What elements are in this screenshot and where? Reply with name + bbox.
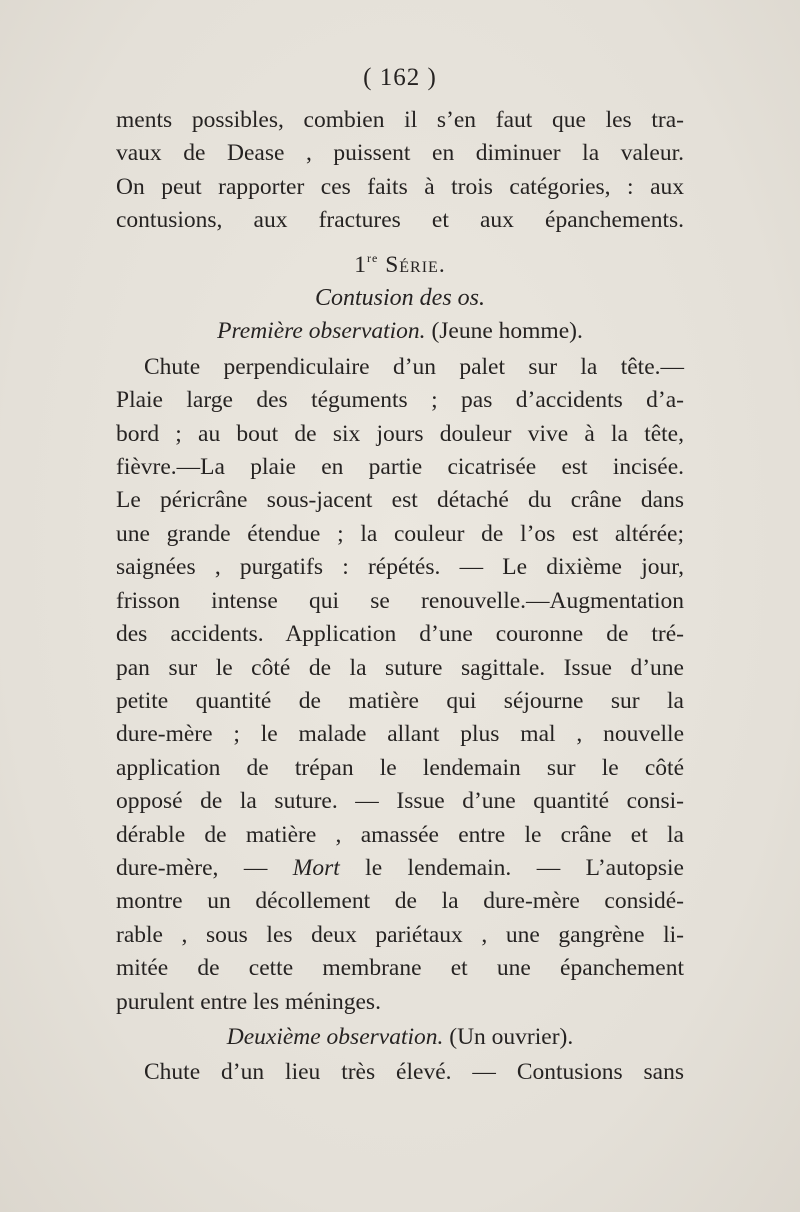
text-line: application de trépan le lendemain sur le côté: [116, 754, 684, 781]
text-line: Le péricrâne sous-jacent est détaché du crâne dans: [116, 487, 684, 514]
text-line: Plaie large des téguments ; pas d’accidents d’a-: [116, 387, 684, 414]
text-line: dure-mère ; le malade allant plus mal , nouvelle: [116, 721, 684, 748]
observation-note: (Un ouvrier).: [449, 1023, 574, 1050]
text-line: mitée de cette membrane et une épanchement: [116, 955, 684, 982]
text-line: frisson intense qui se renouvelle.—Augmentation: [116, 587, 684, 614]
text-fragment: le lendemain. — L’autopsie: [339, 854, 684, 881]
page-body: [116, 104, 684, 1090]
text-fragment: dure-mère, —: [116, 854, 293, 881]
series-heading: [116, 242, 684, 282]
series-number: 1: [354, 251, 368, 278]
text-line: vaux de Dease , puissent en diminuer la valeur.: [116, 140, 684, 167]
text-line: saignées , purgatifs : répétés. — Le dixième jour,: [116, 554, 684, 581]
series-number-suffix: re: [367, 250, 379, 265]
text-line: petite quantité de matière qui séjourne sur la: [116, 687, 684, 714]
text-line: une grande étendue ; la couleur de l’os est altérée;: [116, 520, 684, 547]
text-line: bord ; au bout de six jours douleur vive à la tête,: [116, 420, 684, 447]
text-line: purulent entre les méninges.: [116, 988, 381, 1015]
text-line: dérable de matière , amassée entre le crâne et la: [116, 821, 684, 848]
series-label: Série.: [385, 251, 446, 278]
text-line: fièvre.—La plaie en partie cicatrisée est incisée.: [116, 454, 684, 481]
section-title: Contusion des os.: [314, 285, 485, 312]
observation-heading-2: [116, 1021, 684, 1054]
text-line-mort: [116, 852, 684, 885]
text-line: pan sur le côté de la suture sagittale. Issue d’une: [116, 654, 684, 681]
observation-title: Deuxième observation.: [226, 1023, 444, 1050]
italic-word: Mort: [292, 854, 340, 881]
text-line: rable , sous les deux pariétaux , une gangrène li-: [116, 921, 684, 948]
page-number: ( 162 ): [363, 64, 437, 91]
text-line: On peut rapporter ces faits à trois catégories, : aux: [116, 173, 684, 200]
observation-note: (Jeune homme).: [431, 318, 583, 345]
text-line: montre un décollement de la dure-mère considé-: [116, 888, 684, 915]
observation-heading-1: [116, 315, 684, 348]
text-line: des accidents. Application d’une couronne de tré-: [116, 621, 684, 648]
text-line: Chute perpendiculaire d’un palet sur la tête.—: [144, 353, 684, 380]
text-line: opposé de la suture. — Issue d’une quantité consi-: [116, 788, 684, 815]
text-line: Chute d’un lieu très élevé. — Contusions sans: [144, 1059, 684, 1086]
text-line: contusions, aux fractures et aux épanchements.: [116, 207, 684, 234]
text-line: ments possibles, combien il s’en faut que les tra-: [116, 107, 684, 133]
observation-title: Première observation.: [217, 318, 426, 345]
